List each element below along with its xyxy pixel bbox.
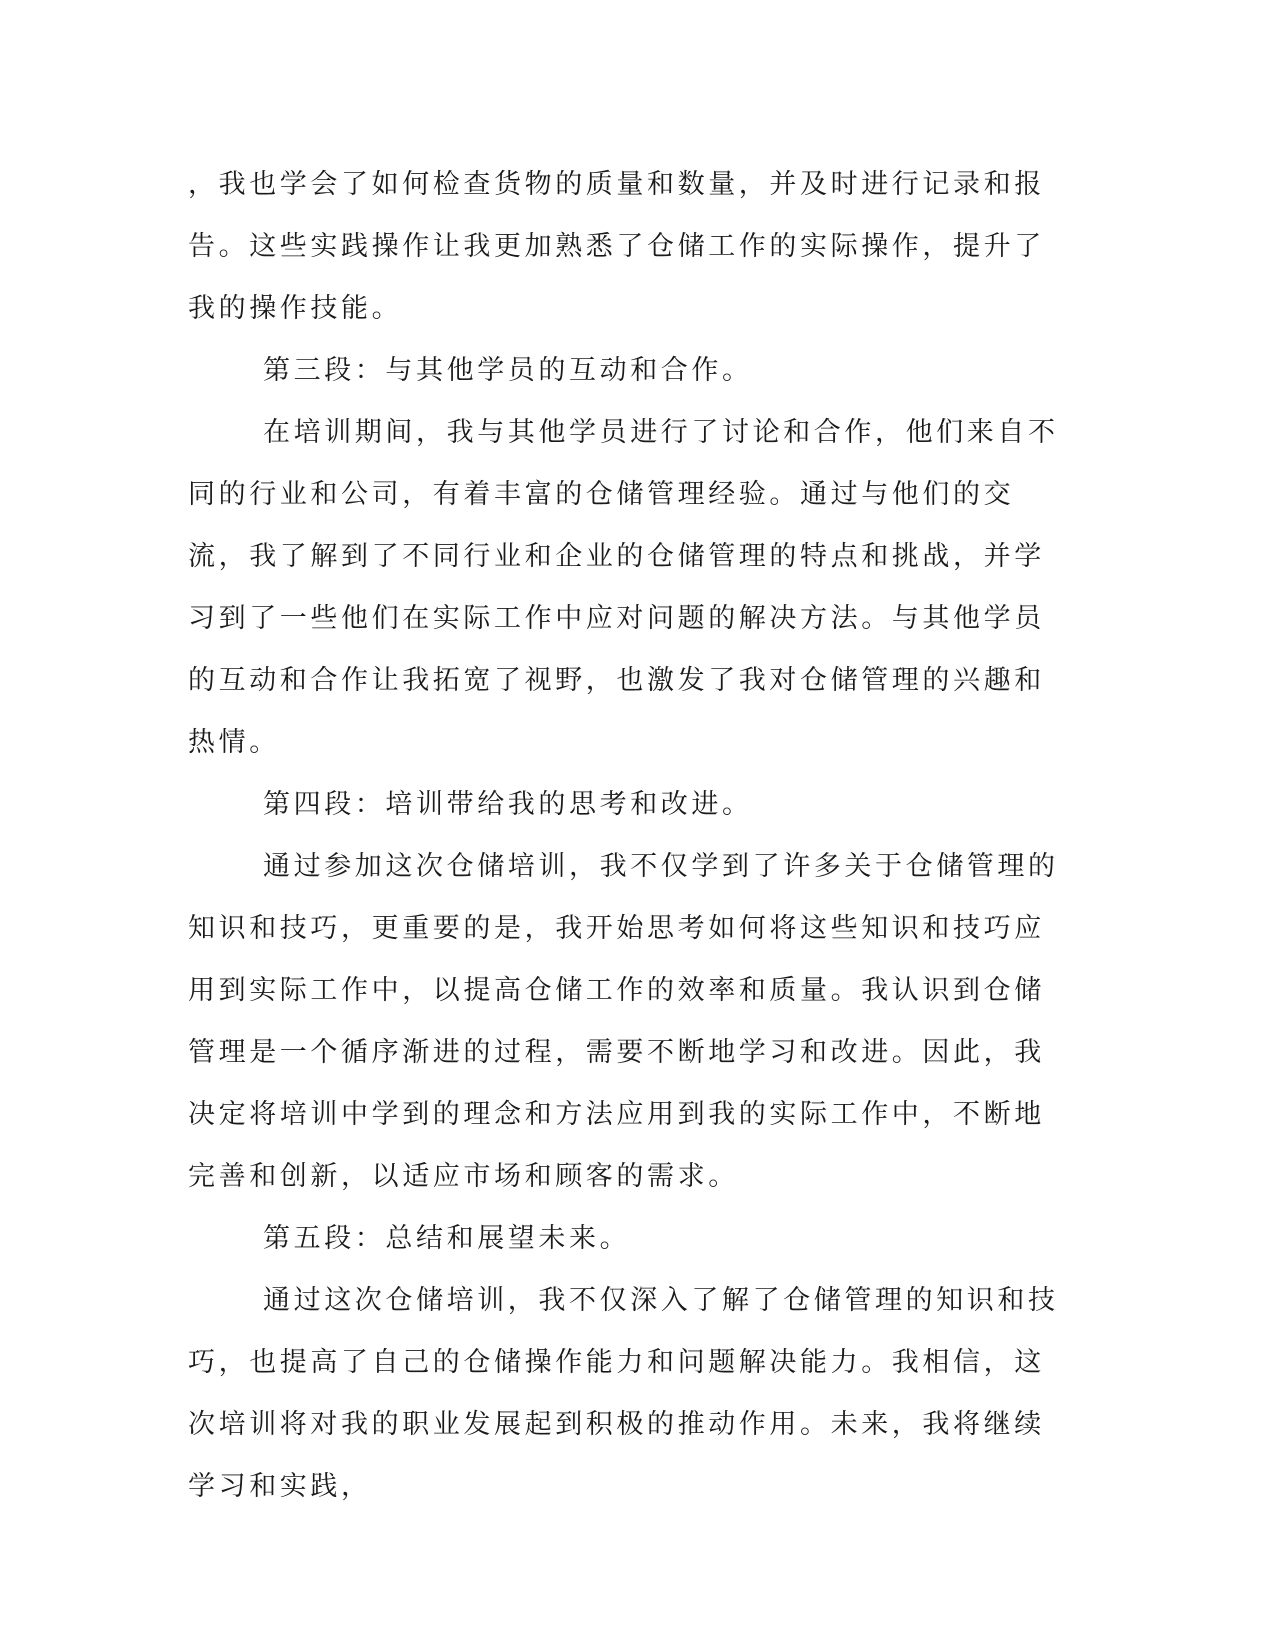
- paragraph-reflection: 通过参加这次仓储培训，我不仅学到了许多关于仓储管理的知识和技巧，更重要的是，我开始思考如何将这些知识和技巧应用到实际工作中，以提高仓储工作的效率和质量。我认识到仓储管理是一个循序渐进的过程，需要不断地学习和改进。因此，我决定将培训中学到的理念和方法应用到我的实际工作中，不断地完善和创新，以适应市场和顾客的需求。: [188, 851, 1059, 1192]
- paragraph-continuation: ，我也学会了如何检查货物的质量和数量，并及时进行记录和报告。这些实践操作让我更加熟悉了仓储工作的实际操作，提升了我的操作技能。: [188, 169, 1045, 324]
- section-heading-3: 第三段：与其他学员的互动和合作。: [263, 355, 753, 386]
- paragraph-summary: 通过这次仓储培训，我不仅深入了解了仓储管理的知识和技巧，也提高了自己的仓储操作能力和问题解决能力。我相信，这次培训将对我的职业发展起到积极的推动作用。未来，我将继续学习和实践，: [188, 1285, 1059, 1502]
- paragraph-interaction: 在培训期间，我与其他学员进行了讨论和合作，他们来自不同的行业和公司，有着丰富的仓储管理经验。通过与他们的交流，我了解到了不同行业和企业的仓储管理的特点和挑战，并学习到了一些他们在实际工作中应对问题的解决方法。与其他学员的互动和合作让我拓宽了视野，也激发了我对仓储管理的兴趣和热情。: [188, 417, 1059, 758]
- section-heading-5: 第五段：总结和展望未来。: [263, 1223, 631, 1254]
- section-heading-4: 第四段：培训带给我的思考和改进。: [263, 789, 753, 820]
- document-body: [188, 154, 1068, 1518]
